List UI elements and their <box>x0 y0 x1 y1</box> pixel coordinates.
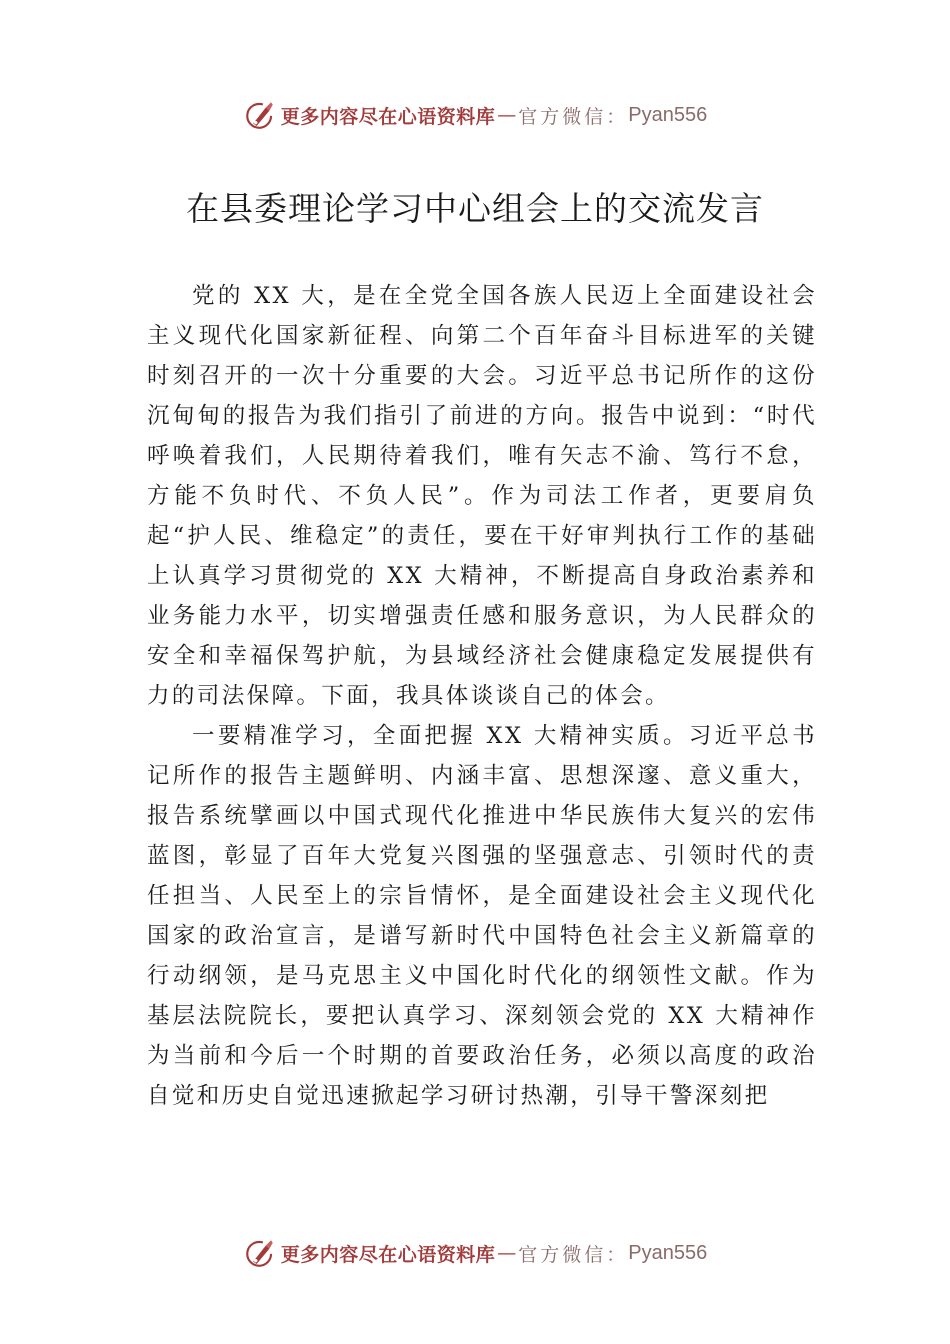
watermark-lead-text: 更多内容尽在心语资料库 <box>280 105 496 128</box>
watermark-wechat-label: 官方微信： <box>518 105 629 128</box>
watermark-separator: — <box>497 104 517 126</box>
document-body <box>147 276 817 1116</box>
document-title: 在县委理论学习中心组会上的交流发言 <box>186 189 764 228</box>
watermark-wechat-id: Pyan556 <box>628 103 708 126</box>
paragraph-2: 一要精准学习，全面把握 XX 大精神实质。习近平总书记所作的报告主题鲜明、内涵丰富、思想深邃、意义重大， 报告系统擘画以中国式现代化推进中华民族伟大复兴的宏伟蓝图，彰显了百年大党复兴图强的坚强意志、引领时代的责任担当、人民至上的宗旨情怀，是全面建设社会主义现代化国家的政治宣言，是谱写新时代中国特色社会主义新篇章的行动纲领，是马克思主义中国化时代化的纲领性文献。作为基层法院院长，要把认真学习、深刻领会党的 XX 大精神作为当前和今后一个时期的首要政治任务，必须以高度的政治自觉和历史自觉迅速掀起学习研讨热潮，引导干警深刻把 <box>147 723 817 1109</box>
pen-nib-logo-icon <box>243 1236 277 1270</box>
pen-nib-logo-icon <box>243 98 277 132</box>
footer-watermark <box>0 1233 950 1273</box>
watermark-lead-text: 更多内容尽在心语资料库 <box>280 1243 496 1266</box>
header-watermark <box>0 95 950 135</box>
watermark-separator: — <box>497 1242 517 1264</box>
watermark-wechat-id: Pyan556 <box>628 1241 708 1264</box>
watermark-wechat-label: 官方微信： <box>518 1243 629 1266</box>
paragraph-1: 党的 XX 大，是在全党全国各族人民迈上全面建设社会主义现代化国家新征程、向第二个百年奋斗目标进军的关键时刻召开的一次十分重要的大会。习近平总书记所作的这份沉甸甸的报告为我们指引了前进的方向。报告中说到：“时代呼唤着我们，人民期待着我们，唯有矢志不渝、笃行不怠， 方能不负时代、不负人民”。作为司法工作者，更要肩负起“护人民、维稳定”的责任，要在干好审判执行工作的基础上认真学习贯彻党的 XX 大精神，不断提高自身政治素养和业务能力水平，切实增强责任感和服务意识，为人民群众的安全和幸福保驾护航，为县域经济社会健康稳定发展提供有力的司法保障。下面，我具体谈谈自己的体会。 <box>147 283 817 709</box>
